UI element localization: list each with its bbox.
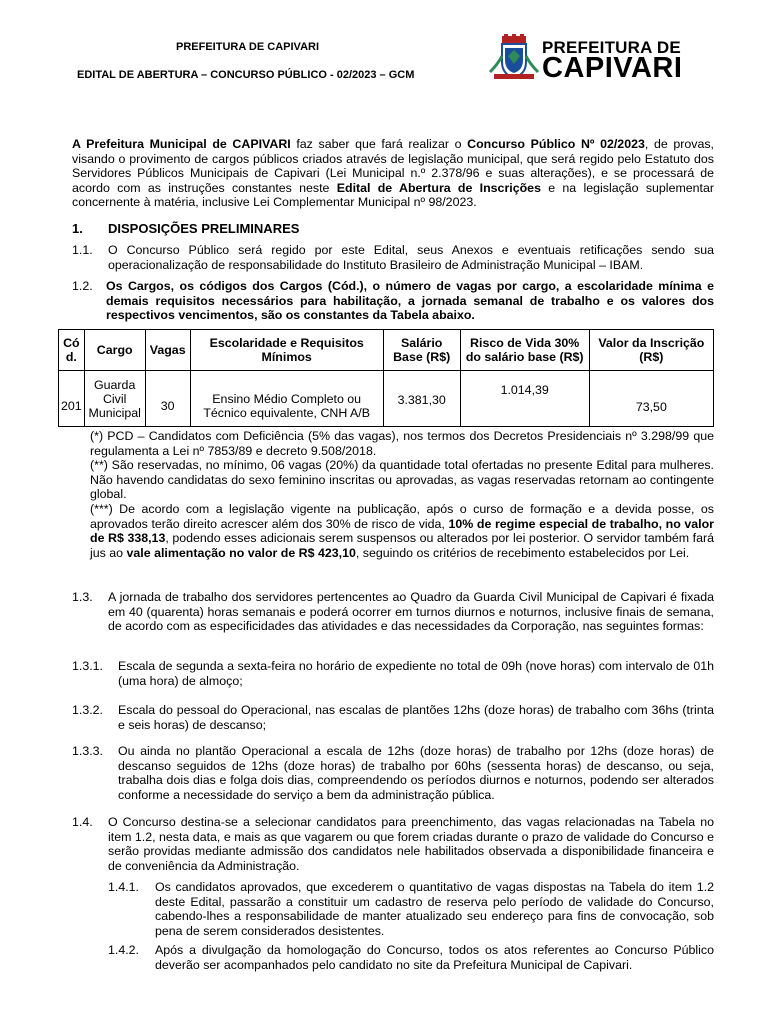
intro-t6: e na legislação suplementar concernente à matéria, inclusive Lei Complementar Municipal nº 98/2023.: [72, 180, 715, 210]
s1-3-1-text: Escala de segunda a sexta-feira no horário de expediente no total de 09h (nove horas) com intervalo de 01h (uma hora) de almoço;: [118, 659, 714, 688]
table-header-row: [59, 330, 714, 371]
s1-2-number: 1.2.: [72, 279, 93, 293]
td-cargo: Guarda Civil Municipal: [84, 371, 145, 427]
th-cod: Có d.: [59, 330, 85, 371]
table-row: [59, 371, 714, 427]
positions-table: [58, 329, 714, 427]
s1-1-number: 1.1.: [72, 243, 93, 257]
note-mulheres: (**) São reservadas, no mínimo, 06 vagas (20%) da quantidade total ofertadas no presente Edital para mulheres. Não havendo candidatas do sexo feminino inscritas ou aprovadas, as vagas reservadas retornam ao contingente global.: [90, 458, 714, 502]
s1-4-number: 1.4.: [72, 815, 93, 829]
s1-2-text: Os Cargos, os códigos dos Cargos (Cód.), o número de vagas por cargo, a escolaridade mínima e demais requisitos necessários para habilitação, a jornada semanal de trabalho e os valores dos respectivos vencimentos, são os constantes da Tabela abaixo.: [106, 279, 714, 323]
note-n3e: , seguindo os critérios de recebimento estabelecidos por Lei.: [355, 545, 690, 560]
td-salario: 3.381,30: [383, 371, 460, 427]
intro-paragraph: [72, 137, 714, 210]
th-risco: Risco de Vida 30% do salário base (R$): [460, 330, 589, 371]
note-n3d: vale alimentação no valor de R$ 423,10: [126, 545, 356, 560]
s1-4-2-text: Após a divulgação da homologação do Concurso, todos os atos referentes ao Concurso Público deverão ser acompanhados pelo candidato no site da Prefeitura Municipal de Capivari.: [155, 943, 714, 972]
note-n3a: (***) De acordo com a legislação vigente na publicação, após o curso de formação e a devida posse, os aprovados terão direito acrescer além dos 30% de risco de vida,: [90, 502, 714, 531]
td-risco: 1.014,39: [460, 371, 589, 427]
th-cargo: Cargo: [84, 330, 145, 371]
s1-4-text: O Concurso destina-se a selecionar candidatos para preenchimento, das vagas relacionadas na Tabela no item 1.2, nesta data, e mais as que vagarem ou que forem criadas durante o prazo de validade do Concurso e serão providas mediante admissão dos candidatos nele habilitados observada a disponibilidade financeira e de conveniência da Administração.: [108, 815, 714, 873]
s1-4-2-number: 1.4.2.: [108, 943, 140, 957]
intro-t2: faz saber que fará realizar o: [290, 137, 468, 151]
s1-3-3-text: Ou ainda no plantão Operacional a escala de 12hs (doze horas) de trabalho por 12hs (doze horas) de descanso seguidos de 12hs (doze horas) de trabalho por 60hs (sessenta horas) de descanso, ou seja, trabalha dois dias e folga dois dias, compreendendo os períodos diurnos e noturnos, podendo ser alterados conforme a necessidade do serviço a bem da administração pública.: [118, 744, 714, 802]
logo-line2: CAPIVARI: [542, 52, 683, 84]
intro-t3: Concurso Público Nº 02/2023: [467, 137, 645, 151]
th-inscricao: Valor da Inscrição (R$): [589, 330, 713, 371]
note-pcd: (*) PCD – Candidatos com Deficiência (5% das vagas), nos termos dos Decretos Presidenciais nº 3.298/99 que regulamenta a Lei nº 7853/89 e decreto 9.508/2018.: [90, 429, 714, 458]
s1-3-3-number: 1.3.3.: [72, 744, 104, 758]
logo-line1: PREFEITURA DE: [542, 38, 681, 57]
th-escolaridade: Escolaridade e Requisitos Mínimos: [190, 330, 383, 371]
th-vagas: Vagas: [145, 330, 190, 371]
s1-3-1-number: 1.3.1.: [72, 659, 104, 673]
td-escolaridade: Ensino Médio Completo ou Técnico equivalente, CNH A/B: [190, 371, 383, 427]
intro-t5: Edital de Abertura de Inscrições: [336, 180, 541, 195]
s1-3-2-number: 1.3.2.: [72, 703, 104, 717]
header-edital: EDITAL DE ABERTURA – CONCURSO PÚBLICO - 02/2023 – GCM: [77, 69, 415, 81]
s1-4-1-text: Os candidatos aprovados, que excederem o quantitativo de vagas dispostas na Tabela do item 1.2 deste Edital, passarão a constituir um cadastro de reserva pelo período de validade do Concurso, cabendo-lhes a responsabilidade de manter atualizado seu endereço para fins de convocação, sob pena de serem considerados desistentes.: [155, 880, 714, 938]
s1-3-2-text: Escala do pessoal do Operacional, nas escalas de plantões 12hs (doze horas) de trabalho com 36hs (trinta e seis horas) de descanso;: [118, 703, 714, 732]
coat-of-arms-icon: [488, 34, 540, 82]
section1-number: 1.: [72, 221, 83, 236]
section1-title: DISPOSIÇÕES PRELIMINARES: [108, 221, 300, 236]
td-vagas: 30: [145, 371, 190, 427]
td-inscricao: 73,50: [589, 371, 713, 427]
s1-1-text: O Concurso Público será regido por este Edital, seus Anexos e eventuais retificações sendo sua operacionalização de responsabilidade do Instituto Brasileiro de Administração Municipal – IBAM.: [108, 243, 714, 272]
s1-3-text: A jornada de trabalho dos servidores pertencentes ao Quadro da Guarda Civil Municipal de Capivari é fixada em 40 (quarenta) horas semanais e poderá ocorrer em turnos diurnos e noturnos, inclusive finais de semana, de acordo com as especificidades das atividades e das necessidades da Corporação, nas seguintes formas:: [108, 590, 714, 634]
note-n3b: 10% de regime especial de trabalho, no valor de R$ 338,13: [90, 516, 715, 546]
td-cod: 201: [59, 371, 85, 427]
intro-t4: , de provas, visando o provimento de cargos públicos criados através de legislação municipal, que será regido pelo Estatuto dos Servidores Públicos Municipais de Capivari (Lei Municipal n.º 2.378/96 e suas alterações), e se processará de acordo com as instruções constantes neste: [72, 137, 714, 195]
note-adicionais: [90, 502, 714, 560]
intro-t1: A Prefeitura Municipal de CAPIVARI: [72, 137, 291, 151]
header-org: PREFEITURA DE CAPIVARI: [176, 41, 320, 53]
s1-4-1-number: 1.4.1.: [108, 880, 140, 894]
s1-3-number: 1.3.: [72, 590, 93, 604]
note-n3c: , podendo esses adicionais serem suspensos ou alterados por lei posterior. O servidor também fará jus ao: [90, 531, 714, 560]
th-salario: Salário Base (R$): [383, 330, 460, 371]
